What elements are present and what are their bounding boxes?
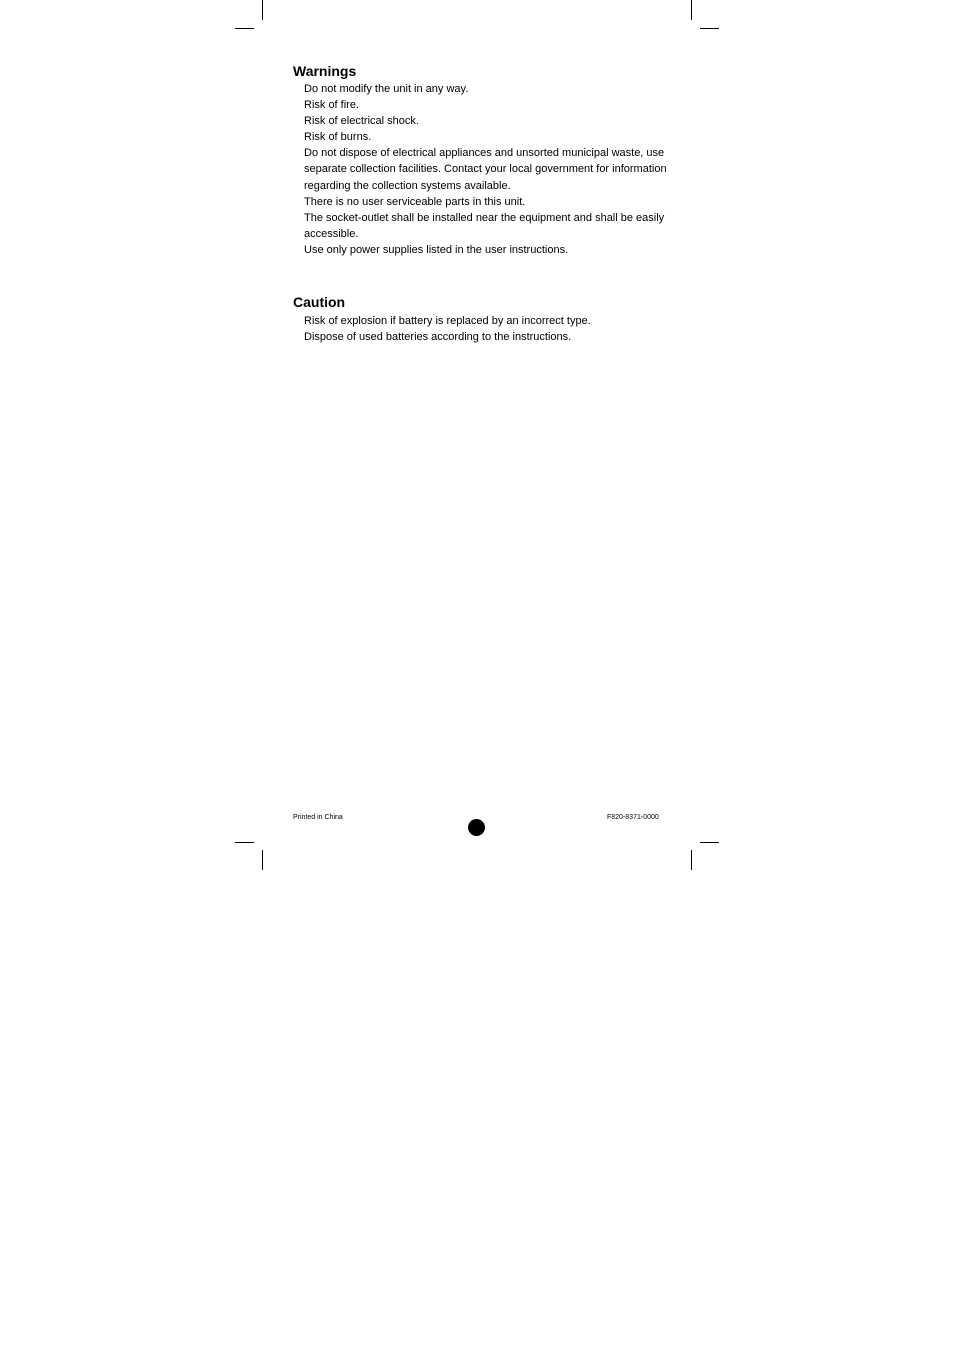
warning-item: Risk of fire. <box>304 99 360 112</box>
caution-item: Dispose of used batteries according to the instructions. <box>304 331 572 344</box>
warning-item: Risk of electrical shock. <box>304 115 419 128</box>
crop-mark-bottom-right-vertical <box>691 850 692 870</box>
warnings-list <box>304 81 669 258</box>
warning-item: Risk of burns. <box>304 131 372 144</box>
part-number: F820-8371-0000 <box>607 814 659 821</box>
crop-mark-bottom-right-horizontal <box>700 842 719 843</box>
warning-item: Do not dispose of electrical appliances and unsorted municipal waste, use separate collection facilities. Contact your local government for information regarding the collection systems available. <box>304 147 667 192</box>
crop-mark-top-right-horizontal <box>700 28 719 29</box>
crop-mark-bottom-left-vertical <box>262 850 263 870</box>
warning-item: The socket-outlet shall be installed near the equipment and shall be easily accessible. <box>304 211 665 240</box>
registration-dot-icon <box>468 819 485 836</box>
warnings-heading: Warnings <box>293 63 357 79</box>
caution-item: Risk of explosion if battery is replaced by an incorrect type. <box>304 315 591 327</box>
crop-mark-top-left-vertical <box>262 0 263 20</box>
crop-mark-bottom-left-horizontal <box>235 842 254 843</box>
caution-list <box>304 313 669 345</box>
warning-item: There is no user serviceable parts in this unit. <box>304 195 526 208</box>
crop-mark-top-right-vertical <box>691 0 692 20</box>
warning-item: Use only power supplies listed in the user instructions. <box>304 243 569 256</box>
warning-item: Do not modify the unit in any way. <box>304 83 469 95</box>
printed-in-label: Printed in China <box>293 814 343 821</box>
crop-mark-top-left-horizontal <box>235 28 254 29</box>
caution-heading: Caution <box>293 294 346 310</box>
